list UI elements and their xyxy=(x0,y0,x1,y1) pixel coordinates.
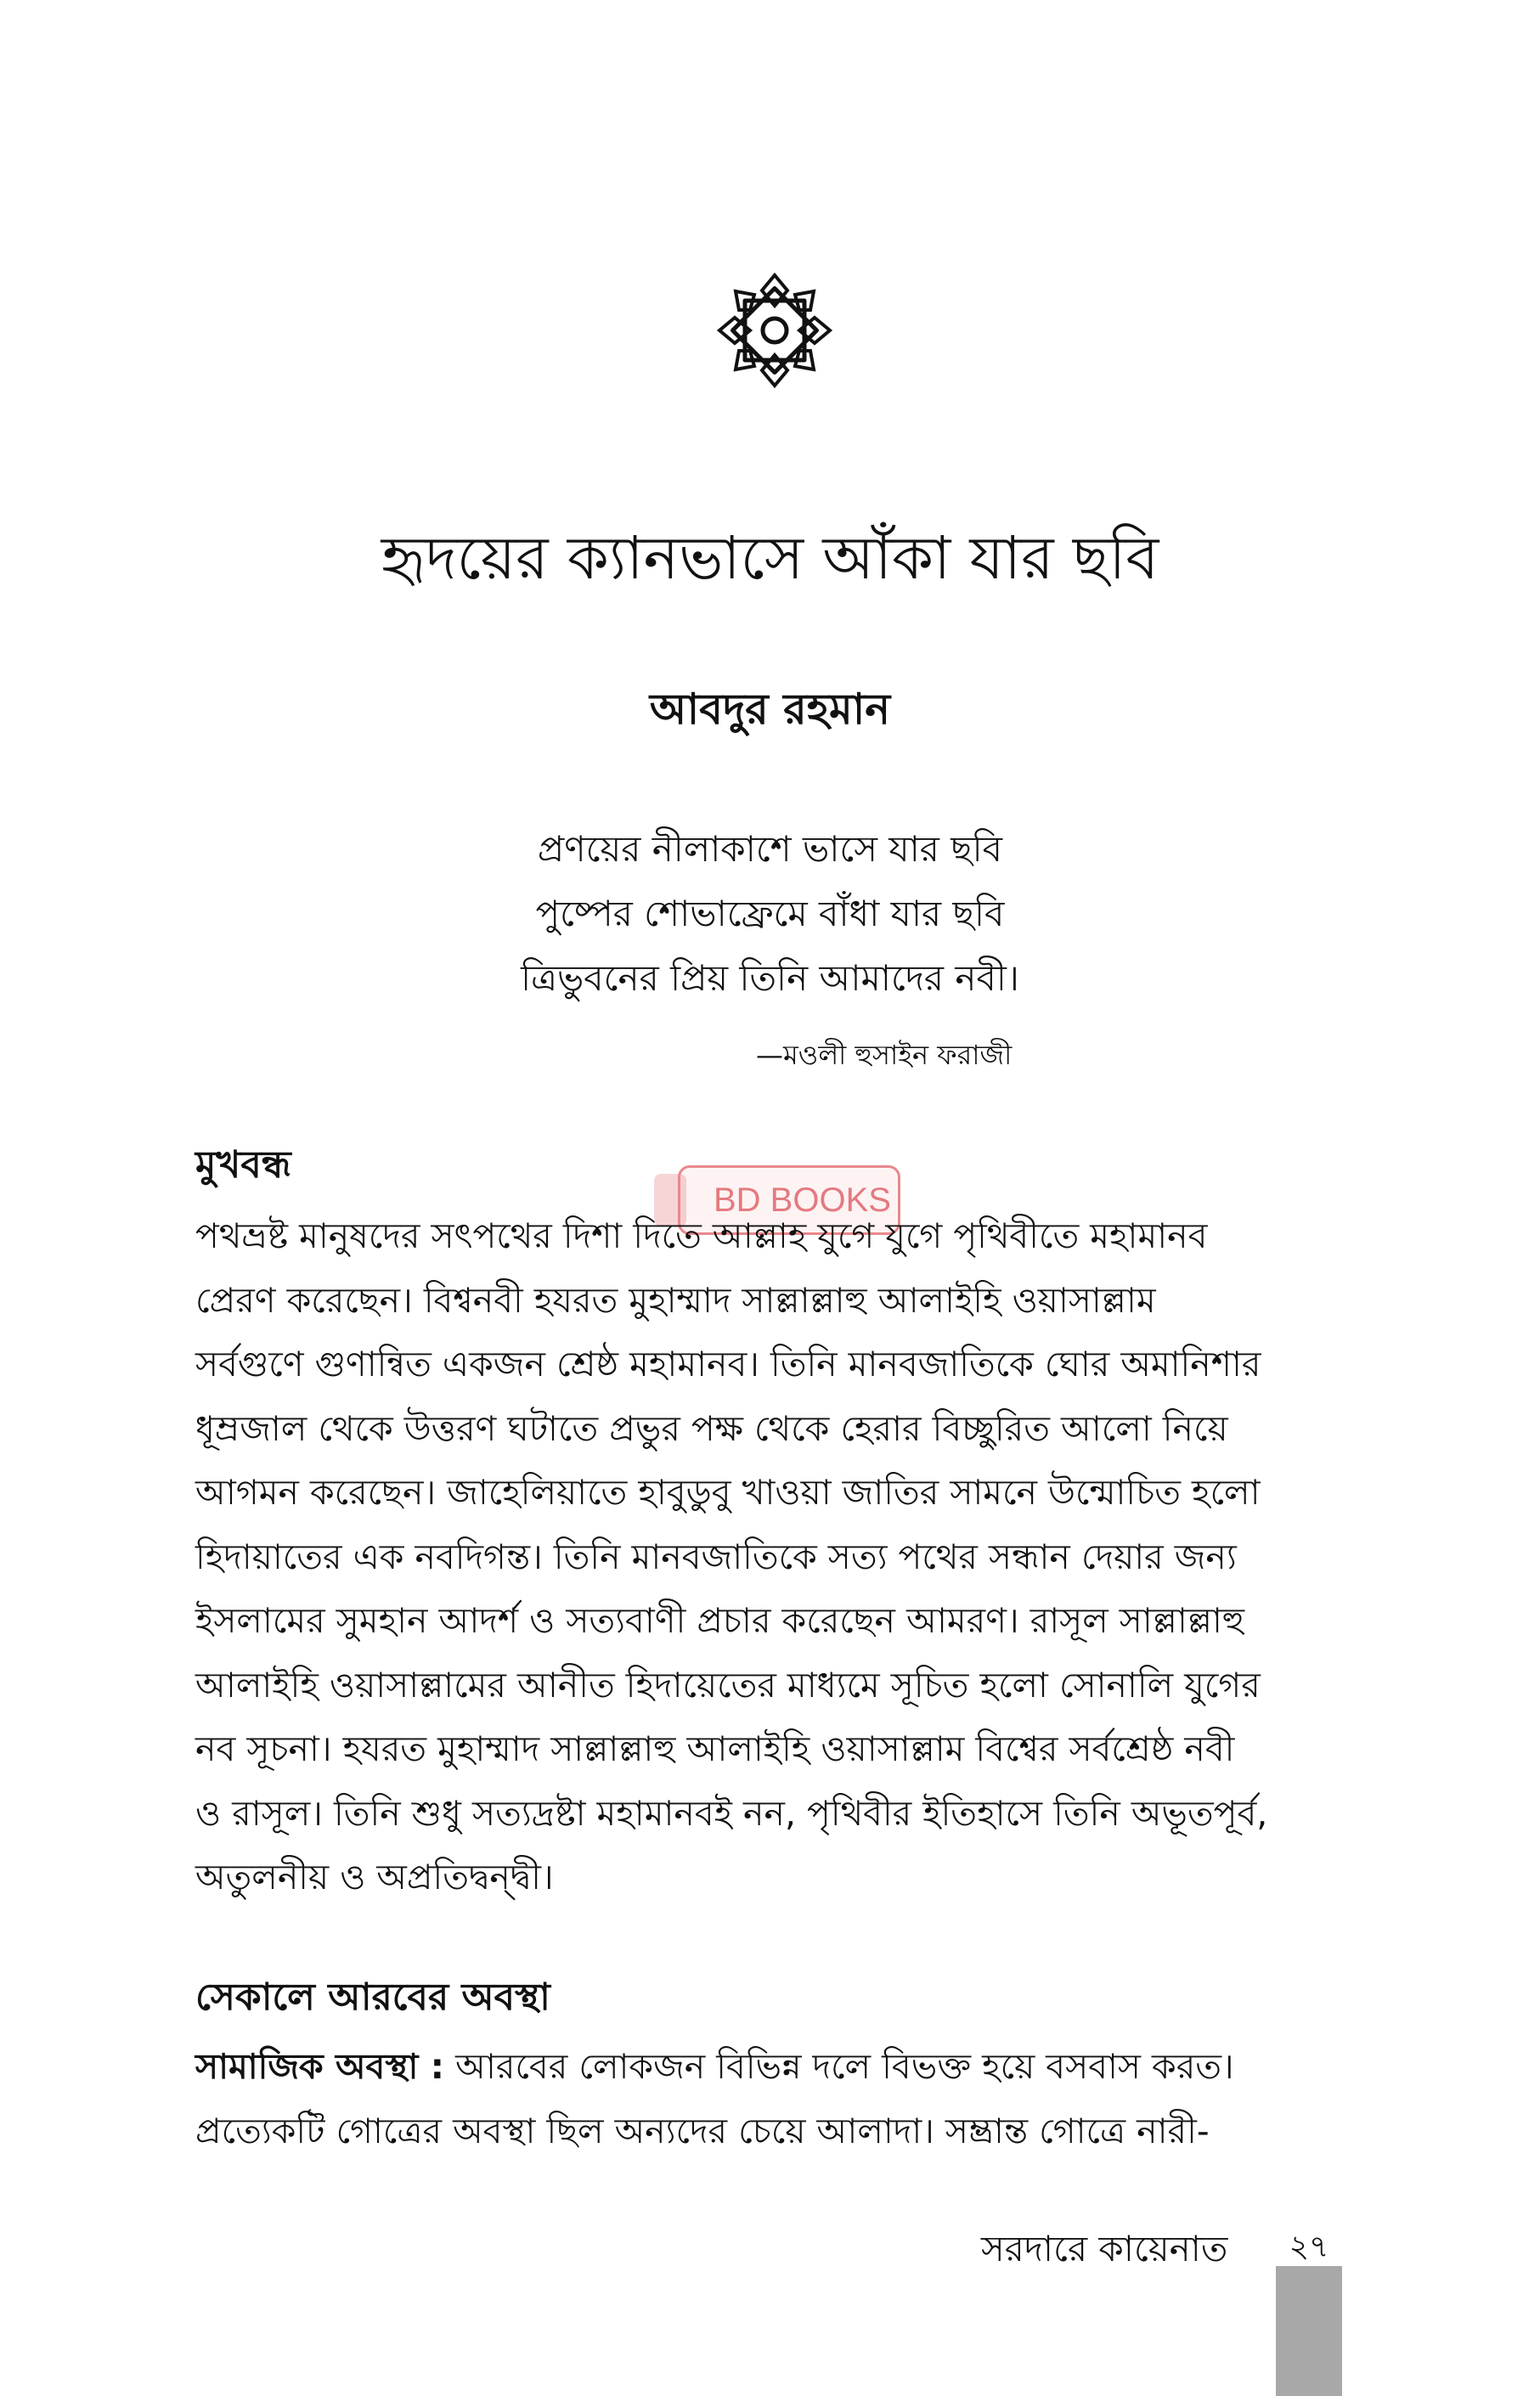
running-footer-book-title: সরদারে কায়েনাত xyxy=(981,2228,1228,2269)
chapter-title: হৃদয়ের ক্যানভাসে আঁকা যার ছবি xyxy=(381,523,1159,593)
poem-line: প্রণয়ের নীলাকাশে ভাসে যার ছবি xyxy=(537,828,1003,870)
paragraph-line: নব সূচনা। হযরত মুহাম্মাদ সাল্লাল্লাহু আলাইহি ওয়াসাল্লাম বিশ্বের সর্বশ্রেষ্ঠ নবী xyxy=(195,1728,1235,1769)
paragraph-text: আরবের লোকজন বিভিন্ন দলে বিভক্ত হয়ে বসবাস করত। xyxy=(455,2046,1234,2087)
subheading-social-condition: সামাজিক অবস্থা : xyxy=(195,2046,445,2087)
geometric-star-ornament-icon xyxy=(716,272,833,389)
paragraph-line: প্রত্যেকটি গোত্রের অবস্থা ছিল অন্যদের চেয়ে আলাদা। সম্ভ্রান্ত গোত্রে নারী- xyxy=(195,2110,1210,2151)
paragraph-line: ইসলামের সুমহান আদর্শ ও সত্যবাণী প্রচার করেছেন আমরণ। রাসূল সাল্লাল্লাহু xyxy=(195,1600,1245,1641)
paragraph-line: প্রেরণ করেছেন। বিশ্বনবী হযরত মুহাম্মাদ সাল্লাল্লাহু আলাইহি ওয়াসাল্লাম xyxy=(195,1279,1156,1321)
paragraph-line: আলাইহি ওয়াসাল্লামের আনীত হিদায়েতের মাধ্যমে সূচিত হলো সোনালি যুগের xyxy=(195,1664,1261,1705)
paragraph-line: আগমন করেছেন। জাহেলিয়াতে হাবুডুবু খাওয়া জাতির সামনে উন্মোচিত হলো xyxy=(195,1472,1261,1513)
paragraph-line xyxy=(195,2035,1351,2100)
poem-attribution: —মওলী হুসাইন ফরাজী xyxy=(756,1039,1013,1071)
paragraph-line: সর্বগুণে গুণান্বিত একজন শ্রেষ্ঠ মহামানব। তিনি মানবজাতিকে ঘোর অমানিশার xyxy=(195,1344,1261,1384)
preface-paragraph xyxy=(195,1204,1351,1910)
paragraph-line: হিদায়াতের এক নবদিগন্ত। তিনি মানবজাতিকে সত্য পথের সন্ধান দেয়ার জন্য xyxy=(195,1536,1237,1577)
section-heading-arabia: সেকালে আরবের অবস্থা xyxy=(195,1976,550,2019)
arabia-paragraph xyxy=(195,2035,1351,2163)
section-heading-preface: মুখবন্ধ xyxy=(195,1143,291,1187)
page-edge-thumb-tab xyxy=(1276,2266,1342,2396)
watermark-text: BD BOOKS xyxy=(714,1181,891,1219)
chapter-author: আবদুর রহমান xyxy=(649,685,891,734)
paragraph-line: অতুলনীয় ও অপ্রতিদ্বন্দ্বী। xyxy=(195,1857,554,1897)
paragraph-line: ধূম্রজাল থেকে উত্তরণ ঘটাতে প্রভুর পক্ষ থেকে হেরার বিচ্ছুরিত আলো নিয়ে xyxy=(195,1407,1228,1449)
page-number: ২৭ xyxy=(1289,2230,1329,2264)
paragraph-line: ও রাসূল। তিনি শুধু সত্যদ্রষ্টা মহামানবই নন, পৃথিবীর ইতিহাসে তিনি অভূতপূর্ব, xyxy=(195,1792,1268,1834)
poem-line: ত্রিভুবনের প্রিয় তিনি আমাদের নবী। xyxy=(521,957,1019,999)
epigraph-poem xyxy=(0,817,1540,1011)
poem-line: পুষ্পের শোভাফ্রেমে বাঁধা যার ছবি xyxy=(535,893,1005,934)
paragraph-line: পথভ্রষ্ট মানুষদের সৎপথের দিশা দিতে আল্লাহ যুগে যুগে পৃথিবীতে মহামানব xyxy=(195,1215,1208,1256)
